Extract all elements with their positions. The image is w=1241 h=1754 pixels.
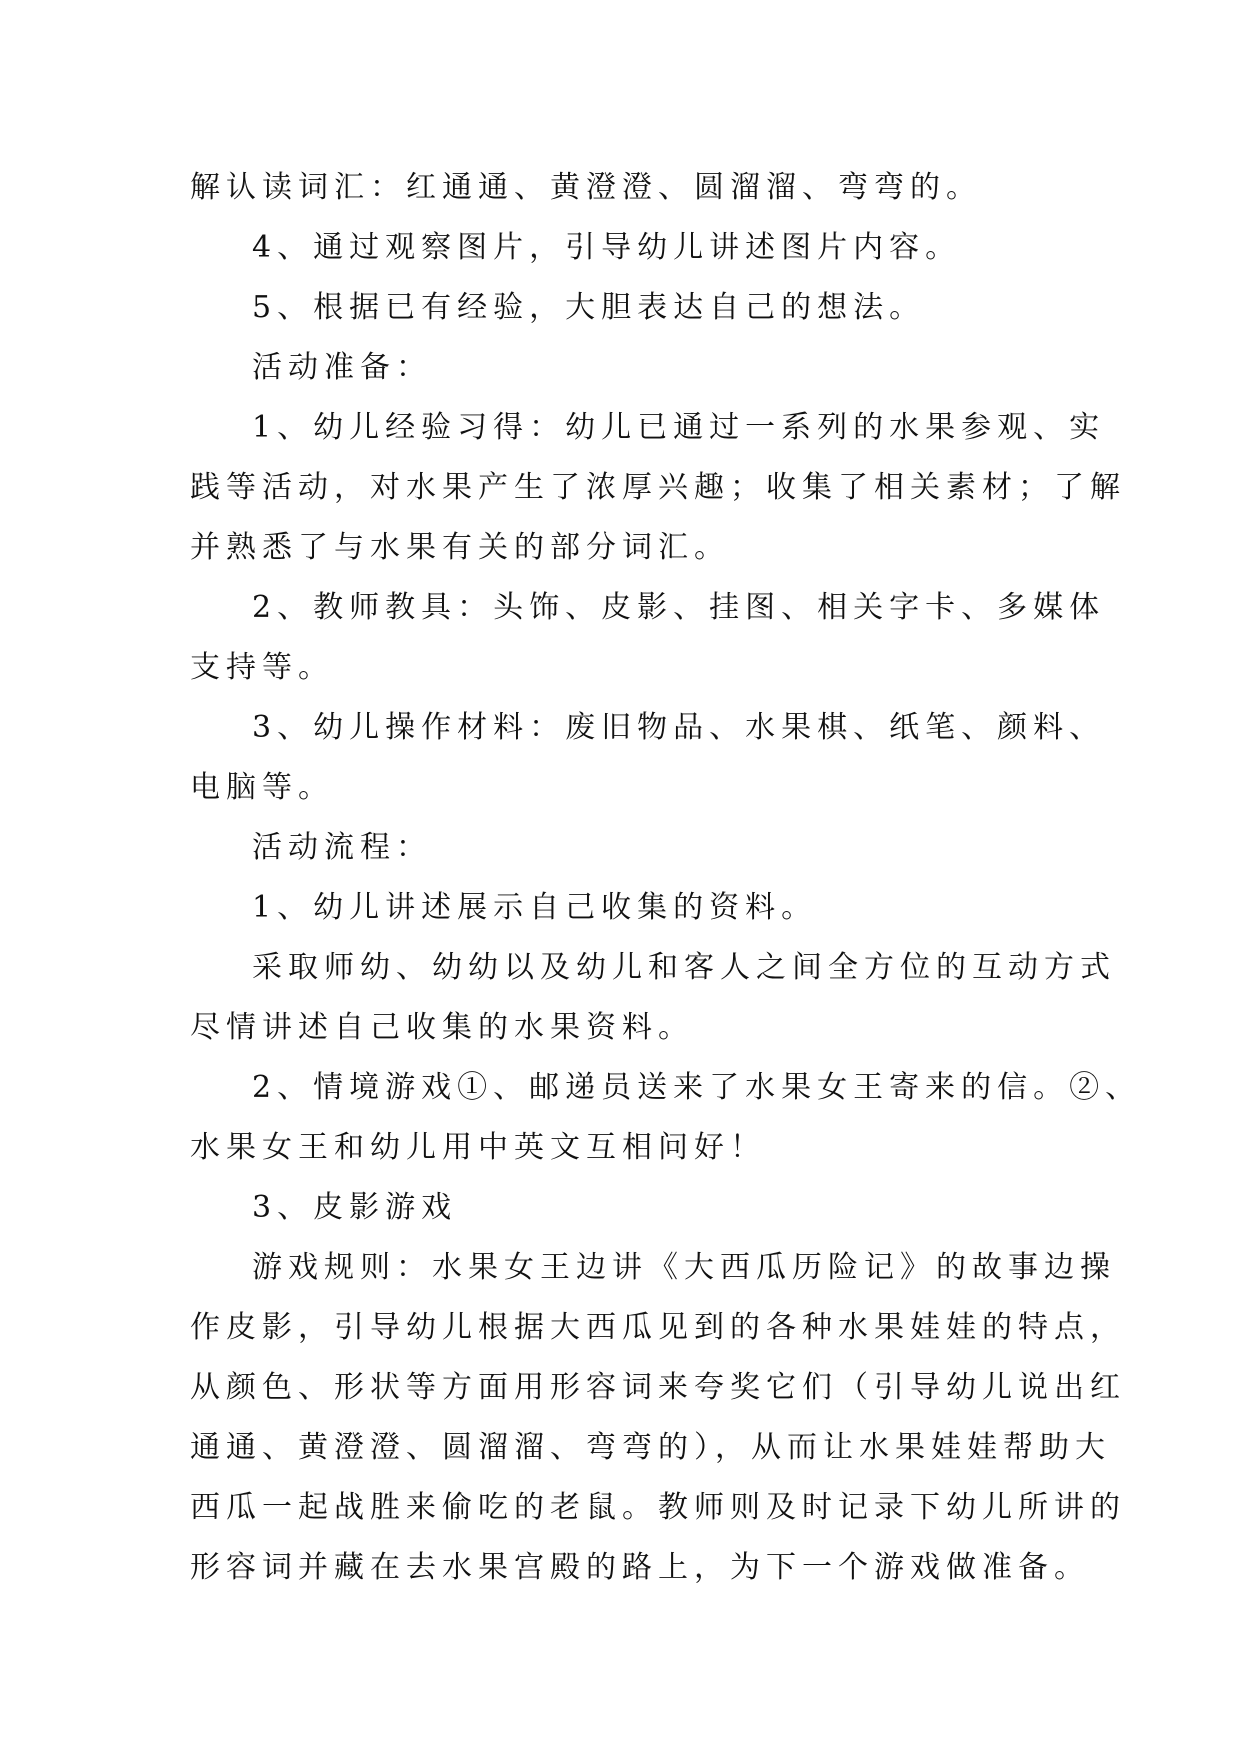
text-line: 3、皮影游戏 — [252, 1190, 458, 1225]
text-line: 支持等。 — [190, 650, 334, 685]
text-line: 游戏规则：水果女王边讲《大西瓜历险记》的故事边操 — [252, 1250, 1116, 1285]
text-line: 形容词并藏在去水果宫殿的路上，为下一个游戏做准备。 — [190, 1550, 1090, 1585]
text-line: 2、教师教具：头饰、皮影、挂图、相关字卡、多媒体 — [252, 590, 1106, 625]
document-body — [190, 158, 1142, 1598]
text-line: 电脑等。 — [190, 770, 334, 805]
text-line: 践等活动，对水果产生了浓厚兴趣；收集了相关素材；了解 — [190, 470, 1126, 505]
text-line: 3、幼儿操作材料：废旧物品、水果棋、纸笔、颜料、 — [252, 710, 1106, 745]
text-line: 西瓜一起战胜来偷吃的老鼠。教师则及时记录下幼儿所讲的 — [190, 1490, 1126, 1525]
text-line: 采取师幼、幼幼以及幼儿和客人之间全方位的互动方式 — [252, 950, 1116, 985]
text-line: 5、根据已有经验，大胆表达自己的想法。 — [252, 290, 926, 325]
text-line: 1、幼儿讲述展示自己收集的资料。 — [252, 890, 818, 925]
text-line: 通通、黄澄澄、圆溜溜、弯弯的），从而让水果娃娃帮助大 — [190, 1430, 1111, 1465]
text-line: 并熟悉了与水果有关的部分词汇。 — [190, 530, 730, 565]
text-line: 作皮影，引导幼儿根据大西瓜见到的各种水果娃娃的特点， — [190, 1310, 1126, 1345]
text-line: 解认读词汇：红通通、黄澄澄、圆溜溜、弯弯的。 — [190, 170, 982, 205]
text-line: 4、通过观察图片，引导幼儿讲述图片内容。 — [252, 230, 962, 265]
text-line: 1、幼儿经验习得：幼儿已通过一系列的水果参观、实 — [252, 410, 1106, 445]
text-line: 尽情讲述自己收集的水果资料。 — [190, 1010, 694, 1045]
text-line: 水果女王和幼儿用中英文互相问好！ — [190, 1130, 766, 1165]
section-heading: 活动准备： — [252, 350, 432, 385]
section-heading: 活动流程： — [252, 830, 432, 865]
text-line: 2、情境游戏①、邮递员送来了水果女王寄来的信。②、 — [252, 1070, 1142, 1105]
text-line: 从颜色、形状等方面用形容词来夸奖它们（引导幼儿说出红 — [190, 1370, 1126, 1405]
